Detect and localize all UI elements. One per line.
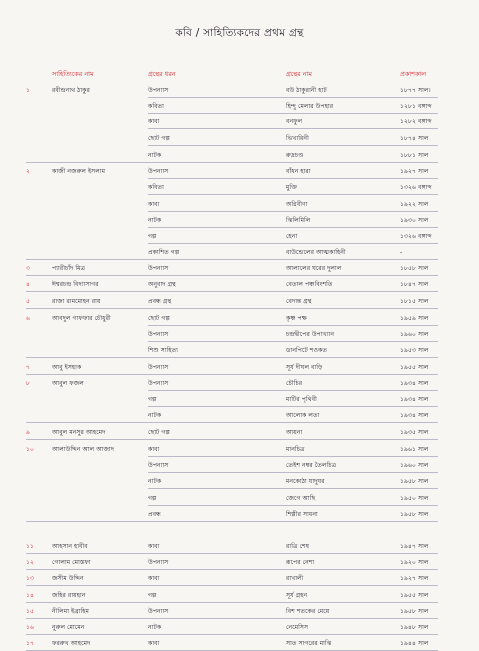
cell-genre: শিশু সাহিত্য — [148, 347, 179, 354]
row-divider — [148, 472, 438, 473]
cell-author: আবদুল গাফফার চৌধুরী — [52, 315, 111, 322]
cell-book: ডানপিটে শওকত — [286, 347, 328, 354]
cell-genre: অনুবাদ গ্রন্থ — [148, 281, 176, 288]
cell-genre: উপন্যাস — [148, 87, 169, 94]
cell-num: ১ — [26, 87, 31, 94]
cell-author: আবু ইসহাক — [52, 364, 82, 371]
cell-author: আবুল মনসুর আহমেদ — [52, 429, 106, 436]
cell-year: ১৮৪৭ সাল — [400, 281, 429, 288]
cell-book: ঝিলিমিলি — [286, 217, 311, 224]
cell-genre: প্রবন্ধ — [148, 511, 161, 518]
row-divider — [26, 422, 438, 423]
cell-book: আয়না — [286, 429, 303, 436]
cell-year: ১৯৫৮ সাল — [400, 478, 429, 485]
cell-num: ২ — [26, 168, 31, 175]
table-row — [0, 247, 479, 259]
cell-year: ১৮১৫ সাল — [400, 298, 429, 305]
cell-book: রুদ্রচণ্ড — [286, 152, 304, 159]
table-row — [0, 444, 479, 456]
cell-genre: ছোট গল্প — [148, 429, 170, 436]
cell-year: ১৯৬১ সাল — [400, 446, 429, 453]
cell-author: আহসান হাবীব — [52, 543, 88, 550]
cell-genre: উপন্যাস — [148, 380, 169, 387]
cell-genre: উপন্যাস — [148, 265, 169, 272]
row-divider — [148, 227, 438, 228]
cell-year: ১৯৬০ সাল — [400, 331, 429, 338]
cell-genre: গল্প — [148, 495, 157, 502]
table-row — [0, 410, 479, 422]
cell-book: তেইশ নম্বর তৈলচিত্র — [286, 462, 337, 469]
cell-author: রাজা রামমোহন রায় — [52, 298, 101, 305]
cell-year: ১৯৫৩ সাল — [400, 347, 429, 354]
cell-year: ১২৮২ বঙ্গাব্দ — [400, 118, 432, 125]
cell-year: ১৮৮১ সাল — [400, 152, 429, 159]
table-row — [0, 199, 479, 211]
cell-genre: নাটক — [148, 152, 162, 159]
cell-year: ১৩২৬ বঙ্গাব্দ — [400, 233, 432, 240]
cell-book: বনফুল — [286, 118, 303, 125]
cell-book: ভিখারিনী — [286, 135, 309, 142]
row-divider — [26, 275, 438, 276]
cell-year: ১৯৫০ সাল — [400, 495, 429, 502]
row-divider — [148, 243, 438, 244]
table-row — [0, 476, 479, 488]
row-divider — [148, 128, 438, 129]
cell-year: ১৯৩৪ সাল — [400, 396, 429, 403]
cell-num: ৯ — [26, 429, 31, 436]
cell-book: চৌচির — [286, 380, 303, 387]
cell-genre: নাটক — [148, 217, 162, 224]
cell-year: ১৮৭৪ সাল — [400, 135, 429, 142]
header-book: গ্রন্থের নাম — [286, 70, 312, 78]
cell-genre: কবিতা — [148, 103, 164, 110]
cell-year: ১৯২০ সাল — [400, 559, 429, 566]
row-divider — [148, 341, 438, 342]
cell-year: ১৩২৬ বঙ্গাব্দ — [400, 184, 432, 191]
cell-genre: প্রবন্ধ গ্রন্থ — [148, 298, 172, 305]
cell-year: ১৮৫৮ সাল — [400, 265, 429, 272]
table-row — [0, 394, 479, 406]
cell-year: ১৯২৭ সাল — [400, 168, 429, 175]
cell-year: ১৯৩৪ সাল — [400, 412, 429, 419]
cell-genre: কাব্য — [148, 118, 160, 125]
cell-num: ৮ — [26, 380, 31, 387]
cell-genre: কাব্য — [148, 640, 160, 647]
table-row — [0, 573, 479, 585]
cell-genre: উপন্যাস — [148, 462, 169, 469]
row-divider — [148, 505, 438, 506]
row-divider — [26, 162, 438, 163]
table-row — [0, 133, 479, 145]
cell-year: ১৯৪৭ সাল — [400, 543, 429, 550]
row-divider — [148, 456, 438, 457]
page-title: কবি / সাহিত্যিকদের প্রথম গ্রন্থ — [175, 27, 304, 39]
cell-book: মাটির পৃথিবী — [286, 396, 317, 403]
cell-author: রবীন্দ্রনাথ ঠাকুর — [52, 87, 90, 94]
cell-year: ১৯৩৪ সাল — [400, 380, 429, 387]
cell-book: শিল্পীর সাধনা — [286, 511, 318, 518]
cell-book: মুক্তি — [286, 184, 298, 191]
cell-genre: কবিতা — [148, 184, 164, 191]
cell-book: নেমেসিস — [286, 624, 309, 631]
header-year: প্রকাশকাল — [400, 70, 426, 78]
table-row — [0, 85, 479, 97]
table-row — [0, 150, 479, 162]
cell-book: কৃষ্ণ পক্ষ — [286, 315, 307, 322]
cell-year: ১৯২৭ সাল — [400, 575, 429, 582]
cell-genre: নাটক — [148, 478, 162, 485]
row-divider — [148, 390, 438, 391]
row-divider — [148, 325, 438, 326]
table-row — [0, 362, 479, 374]
cell-genre: উপন্যাস — [148, 331, 169, 338]
cell-num: ৫ — [26, 298, 31, 305]
table-row — [0, 509, 479, 521]
row-divider — [26, 439, 438, 440]
cell-num: ১৭ — [26, 640, 35, 647]
cell-book: রাত্রি শেষ — [286, 543, 310, 550]
row-divider — [26, 291, 438, 292]
cell-genre: কাব্য — [148, 446, 160, 453]
cell-num: ৬ — [26, 315, 31, 322]
cell-author: জহির রায়হান — [52, 592, 86, 599]
table-row — [0, 557, 479, 569]
row-divider — [148, 194, 438, 195]
cell-book: বেতাল পঞ্চবিংশতি — [286, 281, 333, 288]
row-divider — [148, 178, 438, 179]
table-row — [0, 231, 479, 243]
cell-author: আবুল ফজল — [52, 380, 84, 387]
cell-year: ১৯৩৫ সাল — [400, 429, 429, 436]
cell-num: ১৪ — [26, 592, 35, 599]
row-divider — [26, 634, 438, 635]
cell-book: বাঁধন হারা — [286, 168, 311, 175]
cell-num: ১২ — [26, 559, 35, 566]
row-divider — [148, 406, 438, 407]
header-genre: গ্রন্থের ধরন — [148, 70, 176, 78]
cell-genre: নাটক — [148, 624, 162, 631]
cell-book: আলালের ঘরের দুলাল — [286, 265, 342, 272]
table-row — [0, 182, 479, 194]
table-row — [0, 166, 479, 178]
cell-book: চন্দ্রদ্বীপের উপাখ্যান — [286, 331, 335, 338]
row-divider — [26, 569, 438, 570]
row-divider — [26, 259, 438, 260]
row-divider — [26, 618, 438, 619]
row-divider — [26, 521, 438, 522]
cell-num: ৭ — [26, 364, 31, 371]
cell-year: ১৯৫৫ সাল — [400, 364, 429, 371]
cell-genre: উপন্যাস — [148, 168, 169, 175]
cell-num: ৩ — [26, 265, 31, 272]
table-row — [0, 215, 479, 227]
cell-year: ১৯৩০ সাল — [400, 217, 429, 224]
cell-book: আলোক লতা — [286, 412, 320, 419]
table-row — [0, 329, 479, 341]
row-divider — [148, 145, 438, 146]
cell-book: মানচিত্র — [286, 446, 305, 453]
cell-genre: ছোট গল্প — [148, 315, 170, 322]
table-row — [0, 345, 479, 357]
cell-year: ১২৮১ বঙ্গাব্দ — [400, 103, 432, 110]
cell-genre: নাটক — [148, 412, 162, 419]
cell-book: বউ ঠাকুরানী হাট — [286, 87, 327, 94]
cell-num: ১৩ — [26, 575, 35, 582]
cell-author: আলাউদ্দিন আল আজাদ — [52, 446, 115, 453]
table-row — [0, 427, 479, 439]
row-divider — [26, 585, 438, 586]
cell-book: সাত সাগরের মাঝি — [286, 640, 332, 647]
table-row — [0, 116, 479, 128]
cell-genre: কাব্য — [148, 543, 160, 550]
table-row — [0, 493, 479, 505]
cell-year: ১৯৬০ সাল — [400, 462, 429, 469]
cell-book: বাউন্ডেলের আত্মকাহিনী — [286, 249, 346, 256]
cell-book: রাখালী — [286, 575, 304, 582]
cell-year: ১৮৭৭ সাল। — [400, 87, 431, 94]
row-divider — [26, 308, 438, 309]
cell-author: নুরুল মোমেন — [52, 624, 85, 631]
cell-author: ফররুখ আহমেদ — [52, 640, 91, 647]
table-row — [0, 313, 479, 325]
row-divider — [26, 374, 438, 375]
row-divider — [26, 357, 438, 358]
cell-year: ১৯৫৮ সাল — [400, 511, 429, 518]
cell-book: বেদান্ত গ্রন্থ — [286, 298, 312, 305]
cell-year: ১৯৫৯ সাল — [400, 315, 429, 322]
cell-author: জসীম উদ্দিন — [52, 575, 84, 582]
cell-genre: উপন্যাস — [148, 364, 169, 371]
table-row — [0, 101, 479, 113]
cell-genre: ছোট গল্প — [148, 135, 170, 142]
cell-book: হেনা — [286, 233, 298, 240]
cell-book: মনকোঠা যাদুঘর — [286, 478, 325, 485]
header-author: সাহিত্যিকের নাম — [52, 70, 94, 78]
cell-genre: উপন্যাস — [148, 559, 169, 566]
cell-author: কাজী নজরুল ইসলাম — [52, 168, 106, 175]
cell-year: ১৯৫৮ সাল — [400, 608, 429, 615]
cell-book: সূর্য গ্রহন — [286, 592, 308, 599]
cell-genre: গল্প — [148, 233, 157, 240]
cell-year: - — [400, 249, 403, 256]
cell-year: ১৯৪৪ সাল — [400, 640, 429, 647]
row-divider — [148, 488, 438, 489]
cell-year: ১৯২২ সাল — [400, 201, 429, 208]
row-divider — [148, 97, 438, 98]
table-row — [0, 606, 479, 618]
cell-author: ঈশ্বরচন্দ্র বিদ্যাসাগর — [52, 281, 99, 288]
cell-num: ১৫ — [26, 608, 35, 615]
cell-genre: কাব্য — [148, 575, 160, 582]
row-divider — [26, 553, 438, 554]
cell-genre: প্রকাশিত গল্প — [148, 249, 180, 256]
table-row — [0, 622, 479, 634]
cell-book: হিন্দু মেলার উপহার — [286, 103, 334, 110]
row-divider — [26, 602, 438, 603]
cell-num: ১৬ — [26, 624, 35, 631]
cell-genre: কাব্য — [148, 201, 160, 208]
cell-year: ১৯৪৮ সাল — [400, 624, 429, 631]
cell-genre: গল্প — [148, 396, 157, 403]
table-row — [0, 378, 479, 390]
table-row — [0, 279, 479, 291]
cell-author: গোলাম মোস্তফা — [52, 559, 91, 566]
cell-book: অগ্নিবীণা — [286, 201, 308, 208]
row-divider — [148, 113, 438, 114]
table-row — [0, 296, 479, 308]
cell-num: ৪ — [26, 281, 31, 288]
cell-book: সূর্য দীঘল বাড়ি — [286, 364, 323, 371]
cell-num: ১১ — [26, 543, 35, 550]
cell-author: প্যারীচাঁদ মিত্র — [52, 265, 86, 272]
cell-book: রূপের নেশা — [286, 559, 315, 566]
cell-genre: উপন্যাস — [148, 608, 169, 615]
row-divider — [148, 211, 438, 212]
table-row — [0, 263, 479, 275]
cell-genre: গল্প — [148, 592, 157, 599]
cell-year: ১৯৫৫ সাল — [400, 592, 429, 599]
cell-num: ১০ — [26, 446, 35, 453]
table-row — [0, 541, 479, 553]
cell-book: জেগে আছি — [286, 495, 316, 502]
cell-author: নীলিমা ইব্রাহিম — [52, 608, 89, 615]
table-row — [0, 460, 479, 472]
table-row — [0, 590, 479, 602]
cell-book: বিশ শতকের মেয়ে — [286, 608, 330, 615]
